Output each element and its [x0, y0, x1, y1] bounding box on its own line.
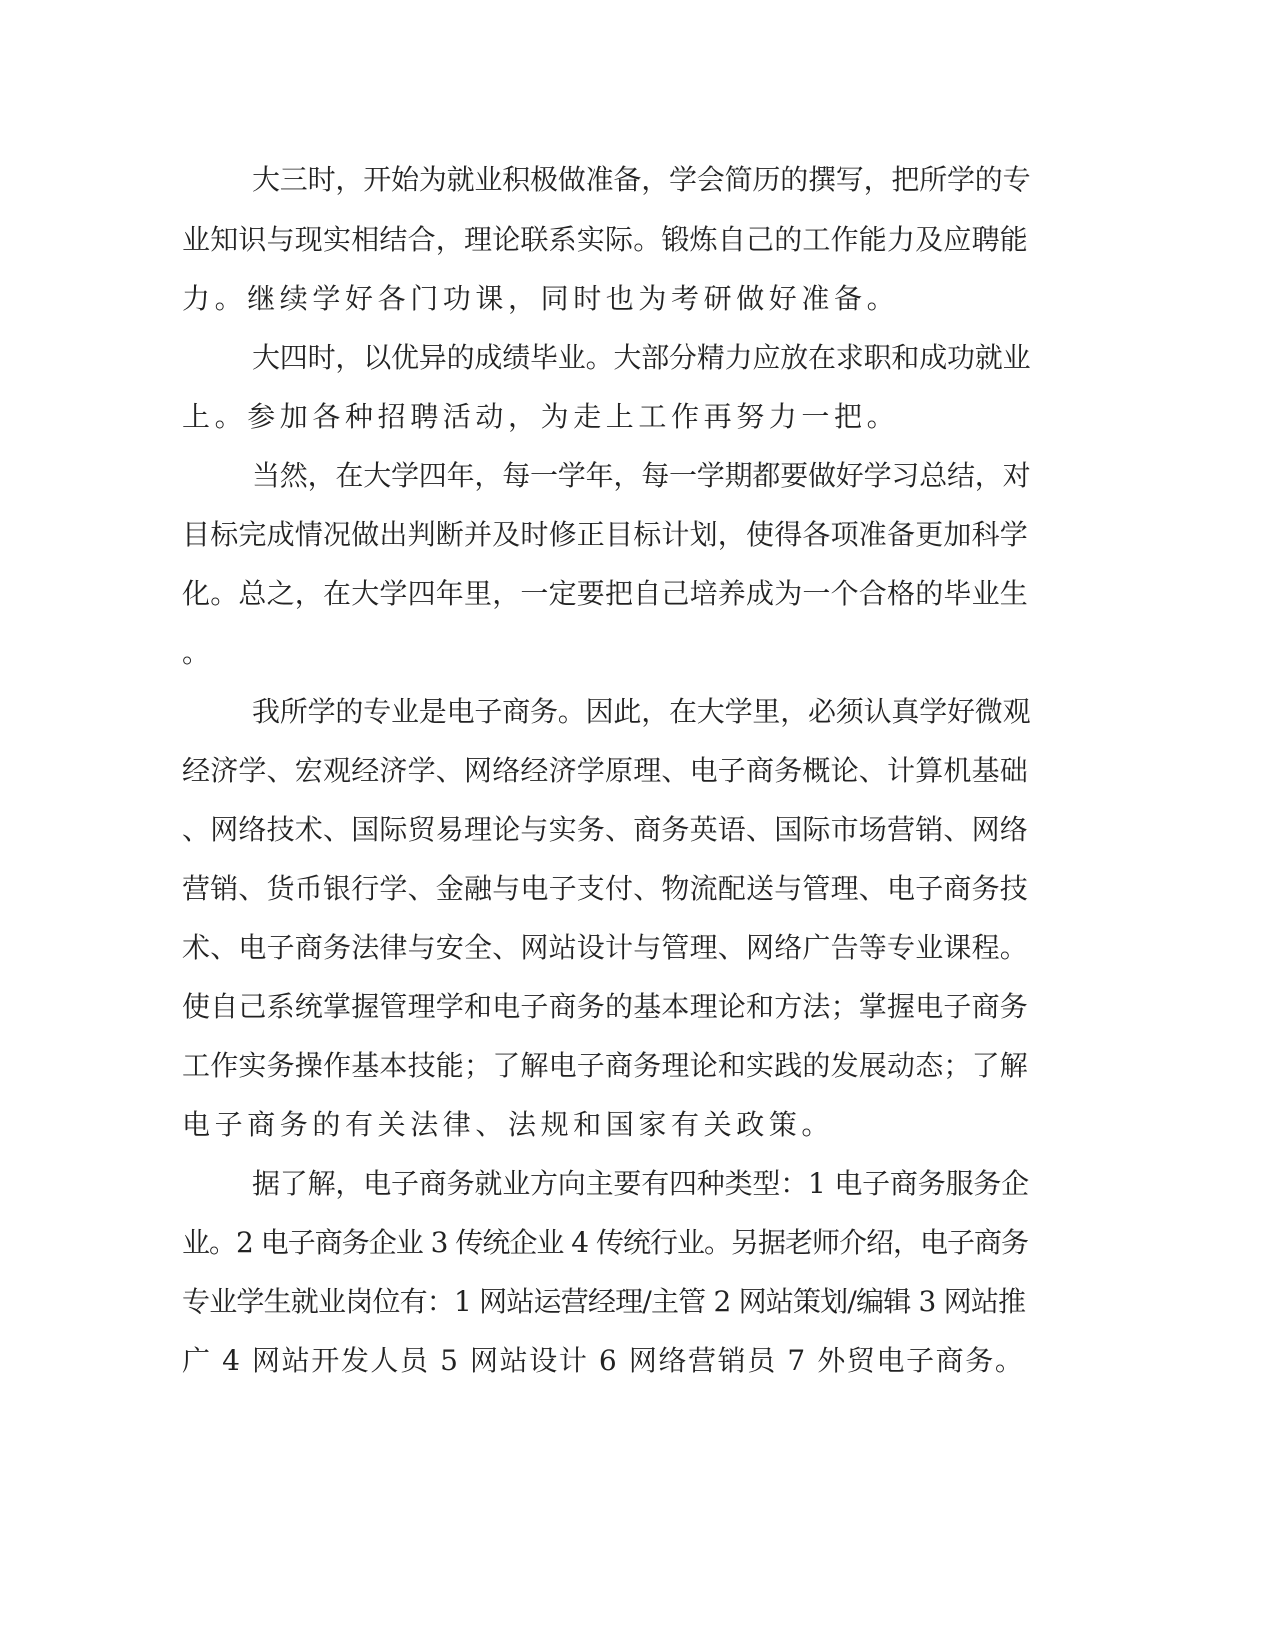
paragraph-line: 广 4 网站开发人员 5 网站设计 6 网络营销员 7 外贸电子商务。	[182, 1344, 1025, 1377]
paragraph-line: 我所学的专业是电子商务。因此，在大学里，必须认真学好微观	[252, 695, 1031, 728]
paragraph-line: 当然，在大学四年，每一学年，每一学期都要做好学习总结，对	[252, 459, 1031, 492]
paragraph-line: 大三时，开始为就业积极做准备，学会简历的撰写，把所学的专	[252, 163, 1031, 196]
paragraph-line: 业。2 电子商务企业 3 传统企业 4 传统行业。另据老师介绍，电子商务	[182, 1226, 1028, 1259]
paragraph-line: 目标完成情况做出判断并及时修正目标计划，使得各项准备更加科学	[182, 518, 1029, 551]
paragraph-line: 大四时，以优异的成绩毕业。大部分精力应放在求职和成功就业	[252, 341, 1031, 374]
paragraph-line: 。	[182, 636, 215, 669]
paragraph-line: 力。继续学好各门功课，同时也为考研做好准备。	[182, 282, 900, 315]
paragraph-line: 经济学、宏观经济学、网络经济学原理、电子商务概论、计算机基础	[182, 754, 1029, 787]
paragraph-line: 电子商务的有关法律、法规和国家有关政策。	[182, 1108, 835, 1141]
paragraph-line: 术、电子商务法律与安全、网站设计与管理、网络广告等专业课程。	[182, 931, 1029, 964]
paragraph-line: 上。参加各种招聘活动，为走上工作再努力一把。	[182, 400, 900, 433]
paragraph-line: 使自己系统掌握管理学和电子商务的基本理论和方法；掌握电子商务	[182, 990, 1029, 1023]
paragraph-line: 专业学生就业岗位有：1 网站运营经理/主管 2 网站策划/编辑 3 网站推	[182, 1285, 1026, 1318]
paragraph-line: 营销、货币银行学、金融与电子支付、物流配送与管理、电子商务技	[182, 872, 1029, 905]
paragraph-line: 工作实务操作基本技能；了解电子商务理论和实践的发展动态；了解	[182, 1049, 1029, 1082]
paragraph-line: 、网络技术、国际贸易理论与实务、商务英语、国际市场营销、网络	[182, 813, 1029, 846]
paragraph-line: 化。总之，在大学四年里，一定要把自己培养成为一个合格的毕业生	[182, 577, 1029, 610]
paragraph-line: 业知识与现实相结合，理论联系实际。锻炼自己的工作能力及应聘能	[182, 223, 1029, 256]
paragraph-line: 据了解，电子商务就业方向主要有四种类型：1 电子商务服务企	[252, 1167, 1029, 1200]
